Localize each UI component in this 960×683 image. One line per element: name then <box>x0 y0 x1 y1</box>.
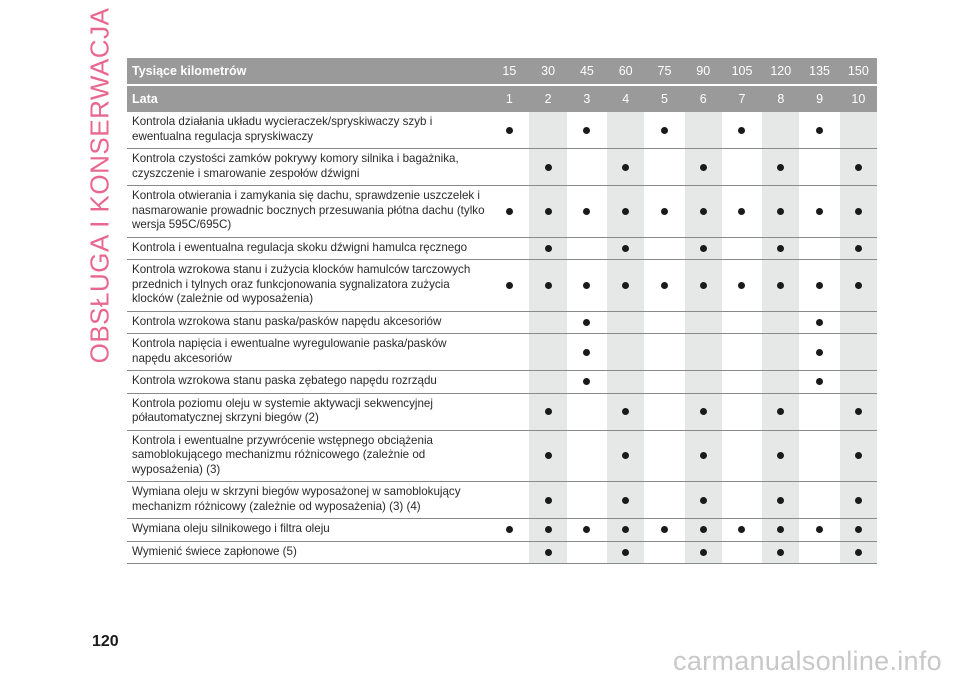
interval-cell <box>723 238 760 260</box>
interval-cell <box>801 149 838 185</box>
scheduled-dot-icon <box>661 127 668 134</box>
scheduled-dot-icon <box>661 208 668 215</box>
scheduled-dot-icon <box>777 245 784 252</box>
interval-cell <box>491 260 528 311</box>
scheduled-dot-icon <box>622 282 629 289</box>
interval-cell <box>762 334 799 370</box>
scheduled-dot-icon <box>506 526 513 533</box>
interval-cell <box>607 394 644 430</box>
km-header-cell: 120 <box>770 64 792 78</box>
scheduled-dot-icon <box>855 408 862 415</box>
interval-cell <box>529 482 566 518</box>
interval-cell <box>840 371 877 393</box>
scheduled-dot-icon <box>855 526 862 533</box>
scheduled-dot-icon <box>700 452 707 459</box>
interval-cell <box>685 260 722 311</box>
scheduled-dot-icon <box>855 164 862 171</box>
scheduled-dot-icon <box>583 208 590 215</box>
interval-cell <box>840 334 877 370</box>
interval-cell <box>685 238 722 260</box>
interval-cell <box>762 112 799 148</box>
interval-cell <box>723 112 760 148</box>
interval-cell <box>529 186 566 237</box>
scheduled-dot-icon <box>545 245 552 252</box>
interval-cell <box>491 186 528 237</box>
years-header-row <box>127 86 877 112</box>
interval-cell <box>607 238 644 260</box>
scheduled-dot-icon <box>855 208 862 215</box>
km-header-label: Tysiące kilometrów <box>132 64 247 78</box>
interval-cell <box>607 431 644 482</box>
interval-cell <box>801 112 838 148</box>
interval-cell <box>685 431 722 482</box>
scheduled-dot-icon <box>700 526 707 533</box>
interval-cell <box>568 149 605 185</box>
task-description: Wymiana oleju silnikowego i filtra oleju <box>132 522 330 535</box>
interval-cell <box>491 371 528 393</box>
interval-cell <box>491 431 528 482</box>
interval-cell <box>646 334 683 370</box>
km-header-cell: 45 <box>579 64 594 78</box>
interval-cell <box>685 519 722 541</box>
interval-cell <box>723 149 760 185</box>
interval-cell <box>529 334 566 370</box>
interval-cell <box>762 312 799 334</box>
interval-cell <box>801 431 838 482</box>
scheduled-dot-icon <box>622 549 629 556</box>
task-description: Kontrola wzrokowa stanu i zużycia klocków hamulców tarczowych przednich i tylnych oraz funkcjonowania sygnalizatora zużycia klocków (zależnie od wyposażenia) <box>132 263 471 305</box>
interval-cell <box>840 482 877 518</box>
interval-cell <box>607 312 644 334</box>
scheduled-dot-icon <box>545 452 552 459</box>
table-row <box>127 112 877 149</box>
years-header-cell: 6 <box>699 92 707 106</box>
km-header-cell: 60 <box>618 64 633 78</box>
task-description: Kontrola czystości zamków pokrywy komory silnika i bagażnika, czyszczenie i smarowanie zespołów dźwigni <box>132 152 459 180</box>
interval-cell <box>801 186 838 237</box>
scheduled-dot-icon <box>855 497 862 504</box>
task-description: Kontrola i ewentualna regulacja skoku dźwigni hamulca ręcznego <box>132 240 468 254</box>
interval-cell <box>801 519 838 541</box>
interval-cell <box>762 149 799 185</box>
scheduled-dot-icon <box>583 319 590 326</box>
interval-cell <box>607 542 644 564</box>
scheduled-dot-icon <box>583 526 590 533</box>
interval-cell <box>723 186 760 237</box>
interval-cell <box>607 186 644 237</box>
scheduled-dot-icon <box>545 497 552 504</box>
interval-cell <box>568 371 605 393</box>
years-header-cell: 2 <box>544 92 552 106</box>
interval-cell <box>840 519 877 541</box>
interval-cell <box>646 260 683 311</box>
scheduled-dot-icon <box>506 127 513 134</box>
table-row <box>127 149 877 186</box>
maintenance-schedule-table <box>127 58 877 564</box>
years-header-cell: 9 <box>816 92 824 106</box>
task-description: Wymiana oleju w skrzyni biegów wyposażonej w samoblokujący mechanizm różnicowy (zależnie od wyposażenia) (3) (4) <box>132 485 461 513</box>
interval-cell <box>529 112 566 148</box>
scheduled-dot-icon <box>816 127 823 134</box>
km-header-cell: 30 <box>541 64 556 78</box>
interval-cell <box>840 394 877 430</box>
interval-cell <box>685 334 722 370</box>
scheduled-dot-icon <box>777 452 784 459</box>
interval-cell <box>840 431 877 482</box>
interval-cell <box>607 519 644 541</box>
interval-cell <box>529 312 566 334</box>
scheduled-dot-icon <box>738 526 745 533</box>
km-header-row <box>127 58 877 84</box>
scheduled-dot-icon <box>622 208 629 215</box>
table-row <box>127 334 877 371</box>
scheduled-dot-icon <box>583 127 590 134</box>
interval-cell <box>801 334 838 370</box>
scheduled-dot-icon <box>583 349 590 356</box>
interval-cell <box>723 431 760 482</box>
task-description: Kontrola poziomu oleju w systemie aktywacji sekwencyjnej półautomatycznej skrzyni biegów (2) <box>132 396 433 424</box>
scheduled-dot-icon <box>545 164 552 171</box>
scheduled-dot-icon <box>700 245 707 252</box>
interval-cell <box>607 482 644 518</box>
interval-cell <box>529 542 566 564</box>
task-description: Wymienić świece zapłonowe (5) <box>132 544 297 558</box>
interval-cell <box>646 312 683 334</box>
interval-cell <box>723 542 760 564</box>
scheduled-dot-icon <box>816 319 823 326</box>
scheduled-dot-icon <box>855 452 862 459</box>
scheduled-dot-icon <box>816 349 823 356</box>
interval-cell <box>762 431 799 482</box>
page-number: 120 <box>92 633 119 650</box>
interval-cell <box>568 431 605 482</box>
scheduled-dot-icon <box>622 497 629 504</box>
interval-cell <box>568 186 605 237</box>
years-header-cell: 4 <box>622 92 630 106</box>
years-header-cell: 3 <box>583 92 591 106</box>
interval-cell <box>762 260 799 311</box>
scheduled-dot-icon <box>700 549 707 556</box>
scheduled-dot-icon <box>777 497 784 504</box>
scheduled-dot-icon <box>622 164 629 171</box>
interval-cell <box>840 542 877 564</box>
interval-cell <box>607 260 644 311</box>
scheduled-dot-icon <box>700 282 707 289</box>
table-row <box>127 260 877 312</box>
table-row <box>127 482 877 519</box>
interval-cell <box>762 542 799 564</box>
interval-cell <box>607 334 644 370</box>
scheduled-dot-icon <box>738 127 745 134</box>
schedule-rows <box>127 112 877 564</box>
scheduled-dot-icon <box>545 282 552 289</box>
years-header-cell: 10 <box>851 92 866 106</box>
interval-cell <box>491 394 528 430</box>
scheduled-dot-icon <box>855 549 862 556</box>
interval-cell <box>607 112 644 148</box>
scheduled-dot-icon <box>738 282 745 289</box>
interval-cell <box>685 482 722 518</box>
scheduled-dot-icon <box>700 164 707 171</box>
scheduled-dot-icon <box>777 549 784 556</box>
scheduled-dot-icon <box>545 408 552 415</box>
scheduled-dot-icon <box>661 282 668 289</box>
scheduled-dot-icon <box>816 282 823 289</box>
scheduled-dot-icon <box>545 208 552 215</box>
interval-cell <box>840 238 877 260</box>
interval-cell <box>840 260 877 311</box>
interval-cell <box>568 238 605 260</box>
task-description: Kontrola napięcia i ewentualne wyregulowanie paska/pasków napędu akcesoriów <box>132 337 447 365</box>
interval-cell <box>723 371 760 393</box>
interval-cell <box>568 394 605 430</box>
interval-cell <box>568 542 605 564</box>
task-description: Kontrola otwierania i zamykania się dachu, sprawdzenie uszczelek i nasmarowanie prowadnic bocznych przesuwania płótna dachu (tylko wersja 595C/695C) <box>132 189 485 231</box>
interval-cell <box>685 371 722 393</box>
interval-cell <box>723 334 760 370</box>
interval-cell <box>646 186 683 237</box>
scheduled-dot-icon <box>816 378 823 385</box>
interval-cell <box>491 482 528 518</box>
interval-cell <box>762 238 799 260</box>
scheduled-dot-icon <box>777 526 784 533</box>
interval-cell <box>568 334 605 370</box>
interval-cell <box>646 238 683 260</box>
interval-cell <box>529 431 566 482</box>
scheduled-dot-icon <box>622 452 629 459</box>
interval-cell <box>646 519 683 541</box>
interval-cell <box>801 394 838 430</box>
years-header-label: Lata <box>132 92 158 106</box>
scheduled-dot-icon <box>506 208 513 215</box>
interval-cell <box>529 371 566 393</box>
interval-cell <box>491 149 528 185</box>
interval-cell <box>646 371 683 393</box>
section-title-text: OBSŁUGA I KONSERWACJA <box>84 7 115 363</box>
table-row <box>127 312 877 335</box>
interval-cell <box>646 149 683 185</box>
interval-cell <box>801 238 838 260</box>
interval-cell <box>762 371 799 393</box>
interval-cell <box>529 238 566 260</box>
interval-cell <box>801 542 838 564</box>
interval-cell <box>801 482 838 518</box>
interval-cell <box>685 542 722 564</box>
interval-cell <box>723 260 760 311</box>
scheduled-dot-icon <box>855 245 862 252</box>
interval-cell <box>685 149 722 185</box>
interval-cell <box>529 519 566 541</box>
table-row <box>127 431 877 483</box>
scheduled-dot-icon <box>738 208 745 215</box>
interval-cell <box>568 482 605 518</box>
interval-cell <box>723 482 760 518</box>
interval-cell <box>762 186 799 237</box>
years-header-cell: 8 <box>777 92 785 106</box>
interval-cell <box>723 312 760 334</box>
interval-cell <box>568 112 605 148</box>
scheduled-dot-icon <box>545 549 552 556</box>
interval-cell <box>491 112 528 148</box>
interval-cell <box>607 149 644 185</box>
interval-cell <box>801 371 838 393</box>
interval-cell <box>762 482 799 518</box>
interval-cell <box>646 542 683 564</box>
interval-cell <box>762 519 799 541</box>
scheduled-dot-icon <box>506 282 513 289</box>
interval-cell <box>491 334 528 370</box>
scheduled-dot-icon <box>622 408 629 415</box>
task-description: Kontrola wzrokowa stanu paska zębatego napędu rozrządu <box>132 374 437 387</box>
interval-cell <box>685 186 722 237</box>
years-header-cell: 1 <box>505 92 513 106</box>
scheduled-dot-icon <box>700 497 707 504</box>
watermark: carmanualsonline.info <box>673 646 942 676</box>
interval-cell <box>568 312 605 334</box>
task-description: Kontrola i ewentualne przywrócenie wstępnego obciążenia samoblokującego mechanizmu różnicowego (zależnie od wyposażenia) (3) <box>132 433 433 476</box>
interval-cell <box>491 542 528 564</box>
interval-cell <box>762 394 799 430</box>
interval-cell <box>646 112 683 148</box>
scheduled-dot-icon <box>583 378 590 385</box>
interval-cell <box>529 394 566 430</box>
scheduled-dot-icon <box>661 526 668 533</box>
table-row <box>127 394 877 431</box>
km-header-cell: 150 <box>847 64 869 78</box>
scheduled-dot-icon <box>622 526 629 533</box>
section-title <box>80 7 120 363</box>
interval-cell <box>529 149 566 185</box>
interval-cell <box>491 312 528 334</box>
table-row <box>127 186 877 238</box>
interval-cell <box>723 519 760 541</box>
scheduled-dot-icon <box>816 526 823 533</box>
years-header-cell: 5 <box>660 92 668 106</box>
task-description: Kontrola działania układu wycieraczek/spryskiwaczy szyb i ewentualna regulacja spryskiwaczy <box>132 115 433 143</box>
interval-cell <box>840 312 877 334</box>
interval-cell <box>568 519 605 541</box>
interval-cell <box>491 238 528 260</box>
interval-cell <box>529 260 566 311</box>
interval-cell <box>607 371 644 393</box>
interval-cell <box>646 482 683 518</box>
task-description: Kontrola wzrokowa stanu paska/pasków napędu akcesoriów <box>132 314 442 328</box>
interval-cell <box>840 112 877 148</box>
scheduled-dot-icon <box>700 408 707 415</box>
km-header-cell: 15 <box>502 64 517 78</box>
interval-cell <box>491 519 528 541</box>
km-header-cell: 135 <box>809 64 830 78</box>
scheduled-dot-icon <box>622 245 629 252</box>
km-header-cell: 90 <box>696 64 711 78</box>
scheduled-dot-icon <box>816 208 823 215</box>
scheduled-dot-icon <box>777 164 784 171</box>
km-header-cell: 75 <box>657 64 672 78</box>
km-header-cell: 105 <box>731 64 753 78</box>
interval-cell <box>840 149 877 185</box>
interval-cell <box>840 186 877 237</box>
interval-cell <box>685 312 722 334</box>
scheduled-dot-icon <box>545 526 552 533</box>
table-row <box>127 542 877 565</box>
table-row <box>127 371 877 394</box>
scheduled-dot-icon <box>777 208 784 215</box>
table-row <box>127 519 877 542</box>
interval-cell <box>646 394 683 430</box>
table-row <box>127 238 877 261</box>
interval-cell <box>801 312 838 334</box>
scheduled-dot-icon <box>777 282 784 289</box>
interval-cell <box>646 431 683 482</box>
scheduled-dot-icon <box>777 408 784 415</box>
interval-cell <box>685 394 722 430</box>
interval-cell <box>685 112 722 148</box>
scheduled-dot-icon <box>855 282 862 289</box>
scheduled-dot-icon <box>700 208 707 215</box>
scheduled-dot-icon <box>583 282 590 289</box>
interval-cell <box>568 260 605 311</box>
interval-cell <box>801 260 838 311</box>
years-header-cell: 7 <box>738 92 746 106</box>
interval-cell <box>723 394 760 430</box>
